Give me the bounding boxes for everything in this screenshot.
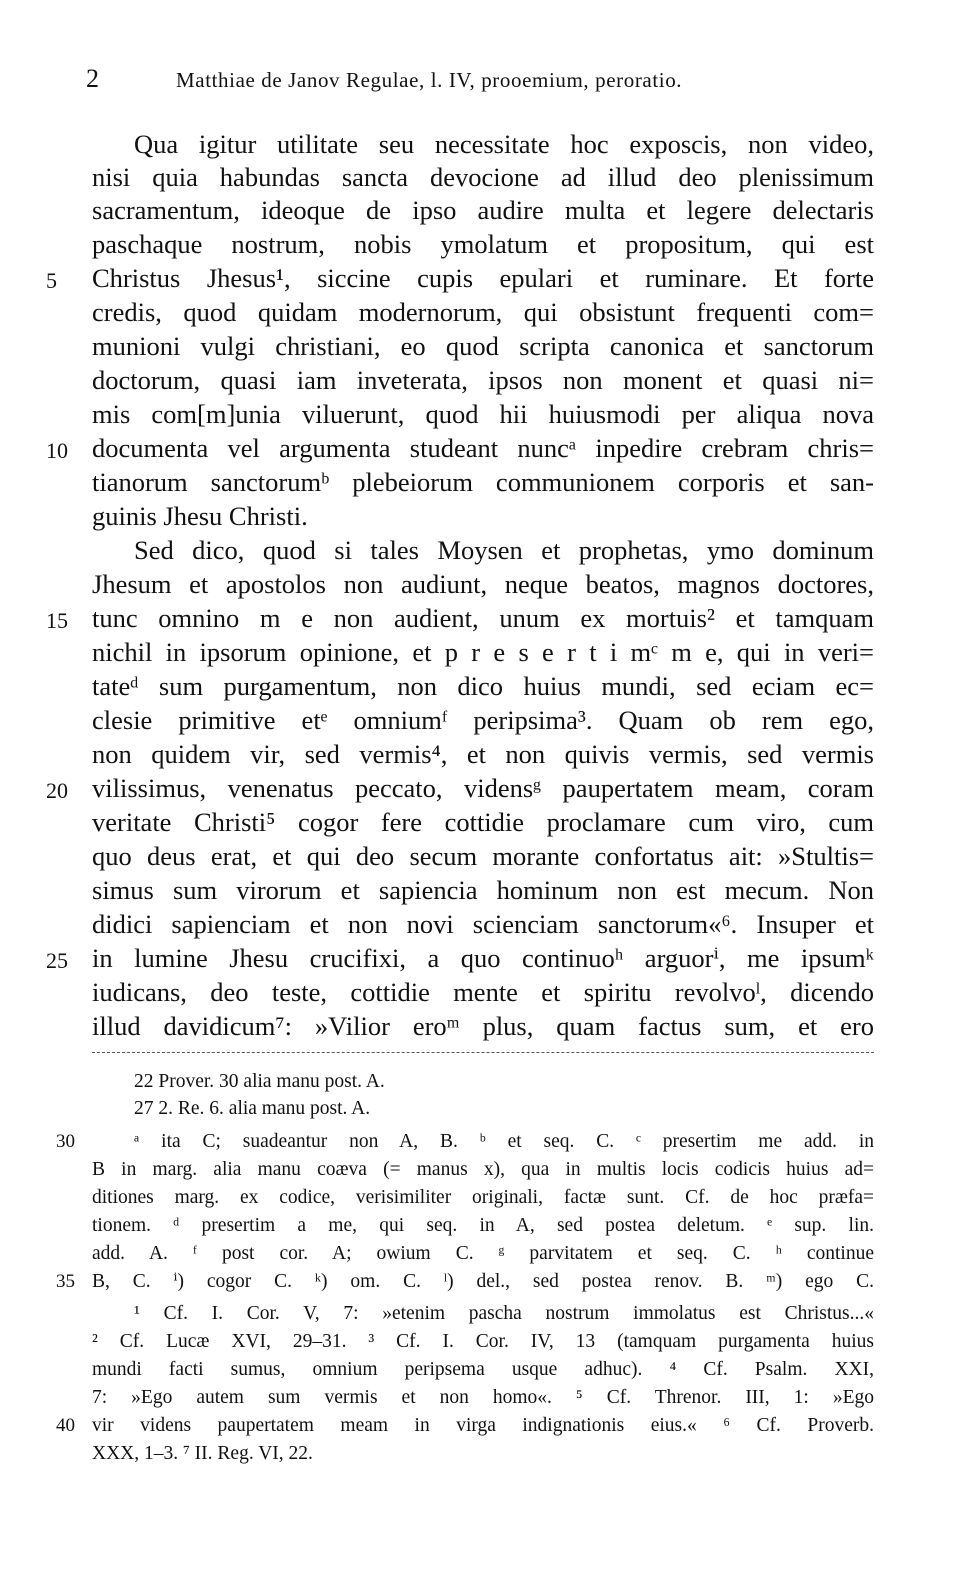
text-line: paschaque nostrum, nobis ymolatum et propositum, qui est xyxy=(92,229,874,259)
footnote-line: B, C. ⁱ) cogor C. ᵏ) om. C. ˡ) del., sed postea renov. B. ᵐ) ego C. xyxy=(92,1271,874,1292)
line-number: 20 xyxy=(46,778,68,803)
text-line: sacramentum, ideoque de ipso audire multa et legere delectaris xyxy=(92,195,874,225)
text-line: nichil in ipsorum opinione, et p r e s e r t i mᶜ m e, qui in veri= xyxy=(92,637,874,667)
footnote-line: add. A. ᶠ post cor. A; owium C. ᵍ parvitatem et seq. C. ʰ continue xyxy=(92,1243,874,1264)
footnote-line: 27 2. Re. 6. alia manu post. A. xyxy=(134,1098,371,1119)
footnote-line: ditiones marg. ex codice, verisimiliter originali, factæ sunt. Cf. de hoc præfa= xyxy=(92,1187,874,1208)
text-line: iudicans, deo teste, cottidie mente et spiritu revolvoˡ, dicendo xyxy=(92,977,874,1007)
text-line: clesie primitive etᵉ omniumᶠ peripsima³. Quam ob rem ego, xyxy=(92,705,874,735)
text-line: mis com[m]unia viluerunt, quod hii huiusmodi per aliqua nova xyxy=(92,399,874,429)
text-line: doctorum, quasi iam inveterata, ipsos non monent et quasi ni= xyxy=(92,365,874,395)
footnote-line: mundi facti sumus, omnium peripsema usque adhuc). ⁴ Cf. Psalm. XXI, xyxy=(92,1359,874,1380)
footnote-line: ᵃ ita C; suadeantur non A, B. ᵇ et seq. C. ᶜ presertim me add. in xyxy=(134,1131,874,1152)
text-line: vilissimus, venenatus peccato, vidensᵍ paupertatem meam, coram xyxy=(92,773,874,803)
running-head: Matthiae de Janov Regulae, l. IV, prooemium, peroratio. xyxy=(176,68,683,92)
line-number: 10 xyxy=(46,438,68,463)
footnote-line: ² Cf. Lucæ XVI, 29–31. ³ Cf. I. Cor. IV, 13 (tamquam purgamenta huius xyxy=(92,1331,874,1352)
line-number: 35 xyxy=(56,1271,75,1292)
footnote-line: 22 Prover. 30 alia manu post. A. xyxy=(134,1071,385,1092)
text-line: Qua igitur utilitate seu necessitate hoc exposcis, non video, xyxy=(134,129,874,159)
text-line: munioni vulgi christiani, eo quod scripta canonica et sanctorum xyxy=(92,331,874,361)
text-line: quo deus erat, et qui deo secum morante confortatus ait: »Stultis= xyxy=(92,841,874,871)
page-number: 2 xyxy=(86,64,99,93)
line-number: 30 xyxy=(56,1131,75,1152)
text-line: didici sapienciam et non novi scienciam sanctorum«⁶. Insuper et xyxy=(92,909,874,939)
text-line: Jhesum et apostolos non audiunt, neque beatos, magnos doctores, xyxy=(92,569,874,599)
text-line: tateᵈ sum purgamentum, non dico huius mundi, sed eciam ec= xyxy=(92,671,874,701)
footnote-divider xyxy=(92,1052,874,1053)
text-line: tianorum sanctorumᵇ plebeiorum communionem corporis et san- xyxy=(92,467,874,497)
text-line: nisi quia habundas sancta devocione ad illud deo plenissimum xyxy=(92,162,874,192)
footnote-line: 7: »Ego autem sum vermis et non homo«. ⁵ Cf. Threnor. III, 1: »Ego xyxy=(92,1387,874,1408)
text-line: tunc omnino m e non audient, unum ex mortuis² et tamquam xyxy=(92,603,874,633)
text-line: in lumine Jhesu crucifixi, a quo continuoʰ arguorⁱ, me ipsumᵏ xyxy=(92,943,874,973)
footnote-line: B in marg. alia manu coæva (= manus x), qua in multis locis codicis huius ad= xyxy=(92,1159,874,1180)
text-line: documenta vel argumenta studeant nuncᵃ inpedire crebram chris= xyxy=(92,433,874,463)
text-line: Christus Jhesus¹, siccine cupis epulari et ruminare. Et forte xyxy=(92,263,874,293)
line-number: 40 xyxy=(56,1415,75,1436)
text-line: veritate Christi⁵ cogor fere cottidie proclamare cum viro, cum xyxy=(92,807,874,837)
text-line: illud davidicum⁷: »Vilior eroᵐ plus, quam factus sum, et ero xyxy=(92,1011,874,1041)
text-line: guinis Jhesu Christi. xyxy=(92,501,308,531)
line-number: 5 xyxy=(46,268,57,293)
line-number: 15 xyxy=(46,608,68,633)
line-number: 25 xyxy=(46,948,68,973)
text-line: non quidem vir, sed vermis⁴, et non quivis vermis, sed vermis xyxy=(92,739,874,769)
text-line: credis, quod quidam modernorum, qui obsistunt frequenti com= xyxy=(92,297,874,327)
footnote-line: ¹ Cf. I. Cor. V, 7: »etenim pascha nostrum immolatus est Christus...« xyxy=(134,1303,874,1324)
footnote-line: vir videns paupertatem meam in virga indignationis eius.« ⁶ Cf. Proverb. xyxy=(92,1415,874,1436)
text-line: Sed dico, quod si tales Moysen et prophetas, ymo dominum xyxy=(134,535,874,565)
footnote-line: XXX, 1–3. ⁷ II. Reg. VI, 22. xyxy=(92,1443,313,1464)
footnote-line: tionem. ᵈ presertim a me, qui seq. in A, sed postea deletum. ᵉ sup. lin. xyxy=(92,1215,874,1236)
text-line: simus sum virorum et sapiencia hominum non est mecum. Non xyxy=(92,875,874,905)
